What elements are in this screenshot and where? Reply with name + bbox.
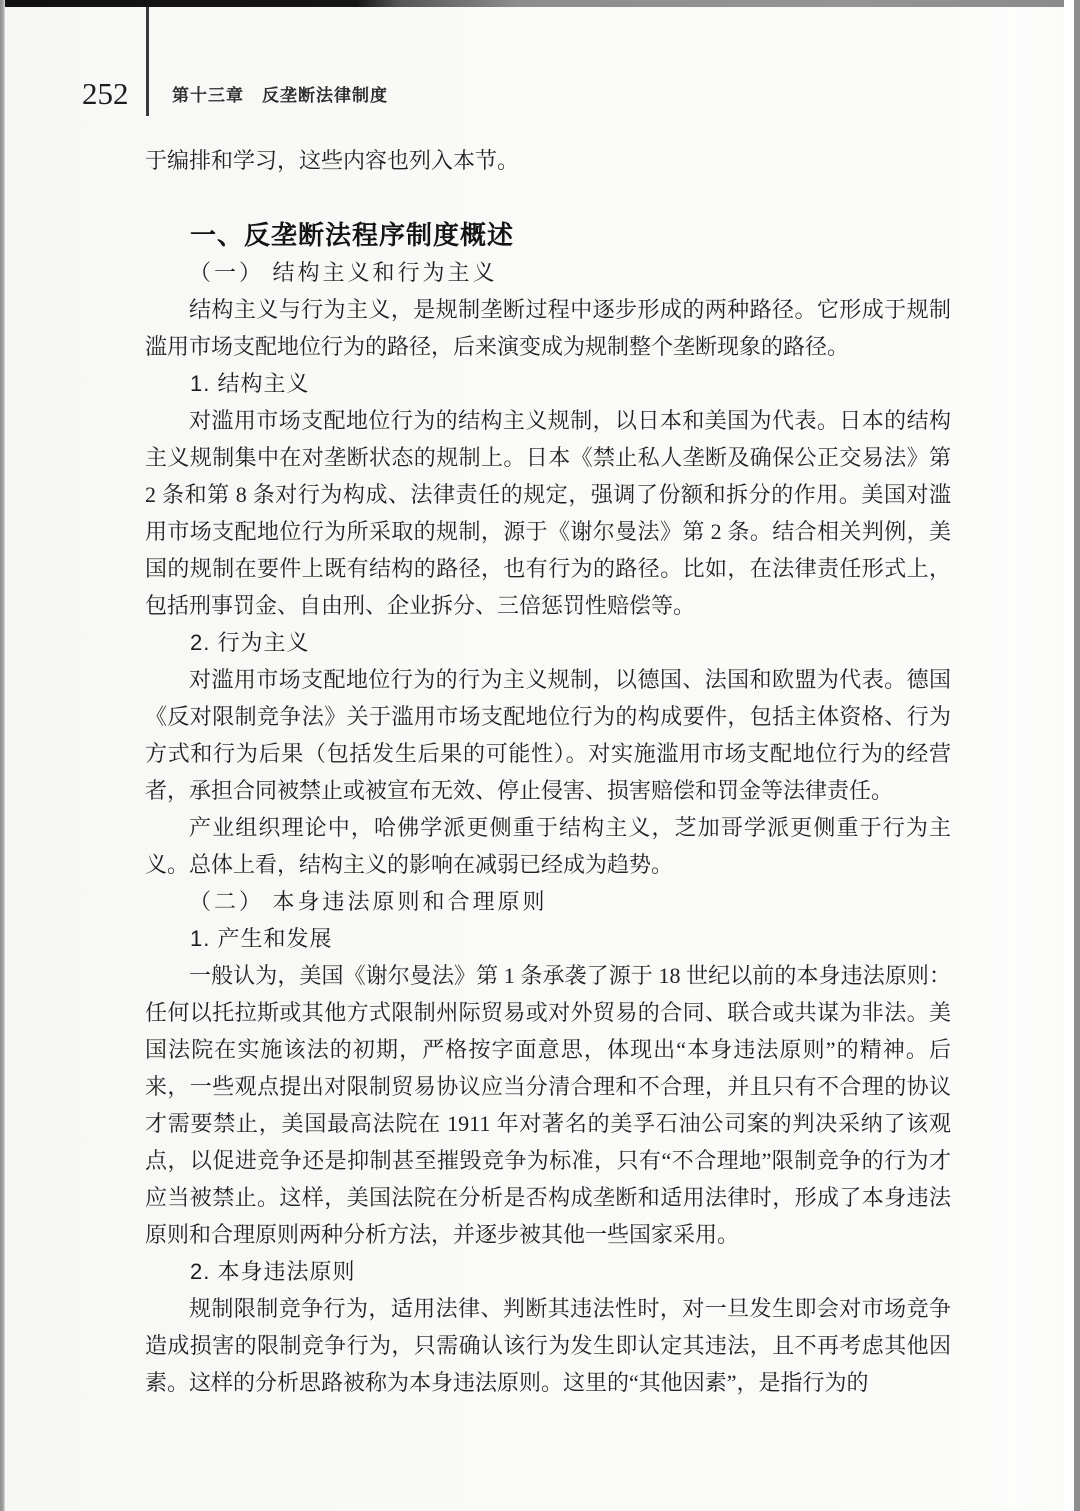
running-header (172, 86, 388, 106)
paragraph: 规制限制竞争行为，适用法律、判断其违法性时，对一旦发生即会对市场竞争造成损害的限制竞争行为，只需确认该行为发生即认定其违法，且不再考虑其他因素。这样的分析思路被称为本身违法原则。这里的“其他因素”，是指行为的 (145, 1296, 951, 1395)
page-body (145, 142, 951, 1401)
paragraph: 结构主义与行为主义，是规制垄断过程中逐步形成的两种路径。它形成于规制滥用市场支配地位行为的路径，后来演变成为规制整个垄断现象的路径。 (145, 297, 951, 359)
heading-structuralism-behaviorism: （一） 结构主义和行为主义 (189, 260, 498, 285)
heading-structuralism: 1. 结构主义 (190, 371, 310, 396)
scan-right-highlight (1064, 0, 1074, 1511)
heading-behaviorism: 2. 行为主义 (190, 630, 310, 655)
header-divider-rule (146, 7, 149, 116)
paragraph-continued: 于编排和学习，这些内容也列入本节。 (145, 148, 520, 173)
heading-per-se-rule-of-reason: （二） 本身违法原则和合理原则 (189, 889, 548, 914)
chapter-title: 反垄断法律制度 (262, 86, 388, 105)
paragraph: 产业组织理论中，哈佛学派更侧重于结构主义，芝加哥学派更侧重于行为主义。总体上看，结构主义的影响在减弱已经成为趋势。 (145, 815, 951, 877)
scan-top-edge (0, 0, 1080, 7)
heading-section-overview: 一、反垄断法程序制度概述 (190, 220, 515, 250)
paragraph: 对滥用市场支配地位行为的结构主义规制，以日本和美国为代表。日本的结构主义规制集中在对垄断状态的规制上。日本《禁止私人垄断及确保公正交易法》第 2 条和第 8 条对行为构成、法律责任的规定，强调了份额和拆分的作用。美国对滥用市场支配地位行为所采取的规制，源于《谢尔曼法》第 2 条。结合相关判例，美国的规制在要件上既有结构的路径，也有行为的路径。比如，在法律责任形式上，包括刑事罚金、自由刑、企业拆分、三倍惩罚性赔偿等。 (145, 408, 951, 618)
paragraph: 一般认为，美国《谢尔曼法》第 1 条承袭了源于 18 世纪以前的本身违法原则：任何以托拉斯或其他方式限制州际贸易或对外贸易的合同、联合或共谋为非法。美国法院在实施该法的初期，严格按字面意思，体现出“本身违法原则”的精神。后来，一些观点提出对限制贸易协议应当分清合理和不合理，并且只有不合理的协议才需要禁止，美国最高法院在 1911 年对著名的美孚石油公司案的判决采纳了该观点，以促进竞争还是抑制甚至摧毁竞争为标准，只有“不合理地”限制竞争的行为才应当被禁止。这样，美国法院在分析是否构成垄断和适用法律时，形成了本身违法原则和合理原则两种分析方法，并逐步被其他一些国家采用。 (145, 963, 951, 1247)
heading-origin-development: 1. 产生和发展 (190, 926, 333, 951)
scan-right-edge (1074, 0, 1080, 1511)
scan-left-edge (0, 0, 5, 1511)
heading-per-se-illegal-rule: 2. 本身违法原则 (190, 1259, 356, 1284)
page-number: 252 (82, 76, 129, 111)
paragraph: 对滥用市场支配地位行为的行为主义规制，以德国、法国和欧盟为代表。德国《反对限制竞争法》关于滥用市场支配地位行为的构成要件，包括主体资格、行为方式和行为后果（包括发生后果的可能性）。对实施滥用市场支配地位行为的经营者，承担合同被禁止或被宣布无效、停止侵害、损害赔偿和罚金等法律责任。 (145, 667, 951, 803)
chapter-label: 第十三章 (172, 86, 244, 105)
